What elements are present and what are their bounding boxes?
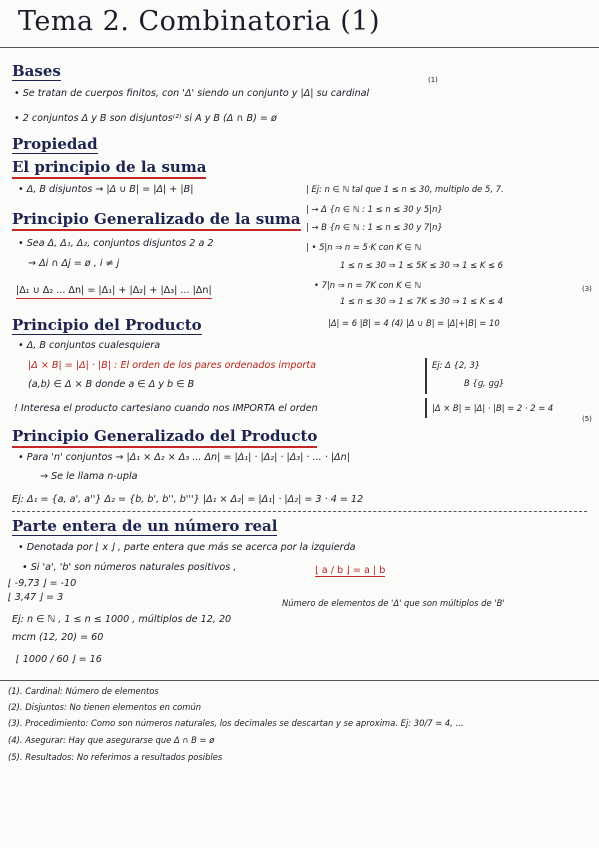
suma-example-line-2: | → Δ {n ∈ ℕ : 1 ≤ n ≤ 30 y 5|n} — [306, 204, 443, 214]
entera-line-2: • Si 'a', 'b' son números naturales positivos , — [22, 562, 237, 573]
producto-footnote-ref-5: (5) — [582, 415, 592, 423]
producto-gen-heading: Principio Generalizado del Producto — [12, 427, 317, 448]
footnotes-divider — [0, 680, 599, 681]
footnote-2: (2). Disjuntos: No tienen elementos en común — [8, 702, 202, 712]
producto-line-4: ! Interesa el producto cartesiano cuando nos IMPORTA el orden — [14, 403, 318, 414]
suma-example-line-6: • 7|n ⇒ n = 7K con K ∈ ℕ — [314, 280, 422, 290]
bases-line-2: • 2 conjuntos Δ y B son disjuntos⁽²⁾ si A y B (Δ ∩ B) = ø — [14, 113, 277, 124]
producto-example-line-1: Ej: Δ {2, 3} — [432, 360, 481, 370]
suma-gen-line-1: • Sea Δ, Δ₁, Δ₂, conjuntos disjuntos 2 a 2 — [18, 238, 214, 249]
entera-floor-formula: ⌊ a / b ⌋ = a | b — [315, 565, 386, 576]
producto-gen-line-2: → Se le llama n-upla — [40, 471, 138, 482]
producto-example-line-2: B {ɡ, ɡɡ} — [464, 378, 505, 388]
page-title: Tema 2. Combinatoria (1) — [18, 6, 381, 37]
producto-line-2: |Δ × B| = |Δ| · |B| : El orden de los pares ordenados importa — [28, 360, 316, 371]
footnote-1: (1). Cardinal: Número de elementos — [8, 686, 159, 696]
footnote-4: (4). Asegurar: Hay que asegurarse que Δ ∩ B = ø — [8, 735, 215, 745]
bases-heading: Bases — [12, 62, 61, 80]
entera-example-line-3: ⌊ 1000 / 60 ⌋ = 16 — [16, 654, 102, 665]
entera-line-1: • Denotada por ⌊ x ⌋ , parte entera que más se acerca por la izquierda — [18, 542, 356, 553]
entera-heading: Parte entera de un número real — [12, 517, 278, 535]
producto-heading: Principio del Producto — [12, 316, 202, 334]
producto-example-bar-2 — [425, 398, 427, 418]
suma-example-line-5: 1 ≤ n ≤ 30 ⇒ 1 ≤ 5K ≤ 30 ⇒ 1 ≤ K ≤ 6 — [340, 260, 503, 270]
producto-gen-divider — [12, 511, 587, 512]
suma-example-line-8: |Δ| = 6 |B| = 4 (4) |Δ ∪ B| = |Δ|+|B| = 10 — [328, 318, 500, 328]
producto-example-line-3: |Δ × B| = |Δ| · |B| = 2 · 2 = 4 — [432, 403, 554, 413]
suma-example-line-4: | • 5|n ⇒ n = 5·K con K ∈ ℕ — [306, 242, 422, 252]
footnote-3: (3). Procedimiento: Como son números naturales, los decimales se descartan y se aproxima. Ej: 30/7 = 4, ... — [8, 718, 464, 728]
producto-gen-line-1: • Para 'n' conjuntos → |Δ₁ × Δ₂ × Δ₃ ... Δn| = |Δ₁| · |Δ₂| · |Δ₃| · ... · |Δn| — [18, 452, 350, 463]
suma-example-line-3: | → B {n ∈ ℕ : 1 ≤ n ≤ 30 y 7|n} — [306, 222, 443, 232]
suma-example-line-1: | Ej: n ∈ ℕ tal que 1 ≤ n ≤ 30, multiplo de 5, 7. — [306, 184, 504, 194]
entera-example-negative: ⌊ -9,73 ⌋ = -10 — [8, 578, 77, 589]
entera-example-line-2: mcm (12, 20) = 60 — [12, 632, 104, 643]
suma-heading: El principio de la suma — [12, 158, 206, 179]
entera-floor-note: Número de elementos de 'Δ' que son múltiplos de 'B' — [282, 598, 505, 608]
suma-gen-heading: Principio Generalizado de la suma — [12, 210, 301, 231]
producto-line-1: • Δ, B conjuntos cualesquiera — [18, 340, 161, 351]
entera-example-line-1: Ej: n ∈ ℕ , 1 ≤ n ≤ 1000 , múltiplos de 12, 20 — [12, 614, 232, 625]
producto-line-3: (a,b) ∈ Δ × B donde a ∈ Δ y b ∈ B — [28, 379, 195, 390]
entera-example-positive: ⌊ 3,47 ⌋ = 3 — [8, 592, 64, 603]
suma-gen-formula: |Δ₁ ∪ Δ₂ ... Δn| = |Δ₁| + |Δ₂| + |Δ₃| ... |Δn| — [16, 285, 212, 299]
suma-example-line-7: 1 ≤ n ≤ 30 ⇒ 1 ≤ 7K ≤ 30 ⇒ 1 ≤ K ≤ 4 — [340, 296, 503, 306]
suma-footnote-ref-3: (3) — [582, 285, 592, 293]
bases-line-1: • Se tratan de cuerpos finitos, con 'Δ' siendo un conjunto y |Δ| su cardinal — [14, 88, 370, 99]
producto-gen-example: Ej: Δ₁ = {a, a', a''} Δ₂ = {b, b', b'', b'''} |Δ₁ × Δ₂| = |Δ₁| · |Δ₂| = 3 · 4 = 12 — [12, 494, 364, 505]
suma-rule: • Δ, B disjuntos → |Δ ∪ B| = |Δ| + |B| — [18, 184, 194, 195]
propiedad-heading: Propiedad — [12, 135, 98, 153]
footnote-5: (5). Resultados: No referimos a resultados posibles — [8, 752, 223, 762]
bases-footnote-ref-1: (1) — [428, 76, 438, 84]
suma-gen-line-2: → Δi ∩ Δj = ø , i ≠ j — [28, 258, 120, 269]
title-divider — [0, 47, 599, 48]
producto-example-bar — [425, 358, 427, 394]
